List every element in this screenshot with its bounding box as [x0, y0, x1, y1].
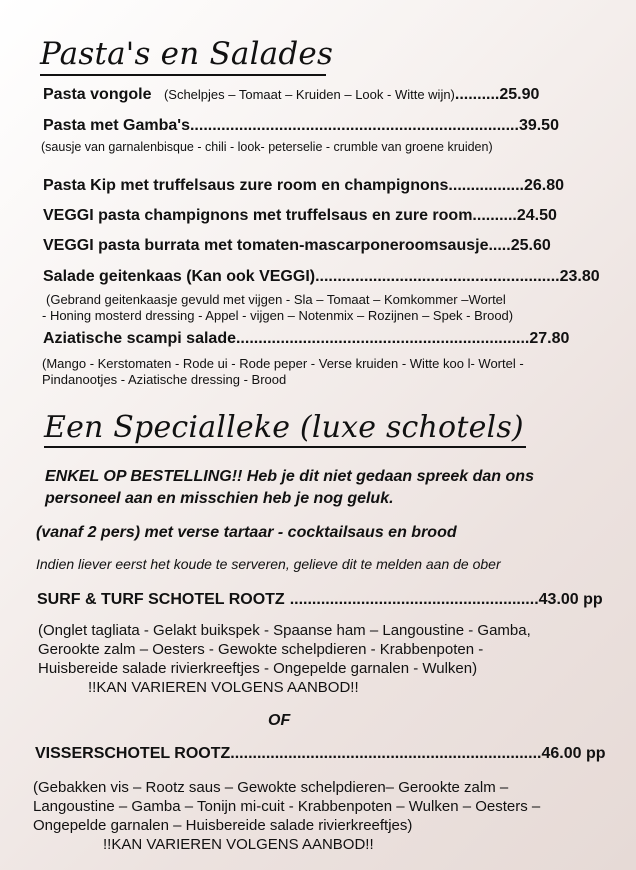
item-price: 39.50 — [518, 117, 559, 134]
item-description: (Gebakken vis – Rootz saus – Gewokte schelpdieren– Gerookte zalm – — [33, 779, 509, 796]
dot-leader: ..... — [488, 237, 511, 254]
dot-leader: ....................................................... — [315, 268, 560, 285]
title-underline — [44, 446, 526, 448]
menu-item-aziatische-scampi — [43, 330, 569, 348]
item-description: (Onglet tagliata - Gelakt buikspek - Spaanse ham – Langoustine - Gamba, — [38, 622, 531, 639]
item-price: 24.50 — [516, 207, 557, 224]
dot-leader: .................................................................. — [235, 330, 530, 347]
item-description: (sausje van garnalenbisque - chili - look- peterselie - crumble van groene kruiden) — [41, 140, 493, 154]
menu-item-veggi-champignons — [43, 207, 557, 225]
item-description: Huisbereide salade rivierkreeftjes - Ongepelde garnalen - Wulken) — [38, 660, 478, 677]
menu-item-pasta-gamba — [43, 117, 559, 135]
dot-leader: ................. — [448, 177, 524, 194]
menu-item-salade-geitenkaas — [43, 268, 600, 286]
item-price: 26.80 — [524, 177, 565, 194]
item-name: Pasta vongole — [43, 86, 152, 103]
item-description: Ongepelde garnalen – Huisbereide salade rivierkreeftjes) — [33, 817, 413, 834]
item-description: (Schelpjes – Tomaat – Kruiden – Look - Witte wijn) — [163, 87, 455, 102]
section-title-pasta: Pasta's en Salades — [40, 36, 334, 72]
menu-item-veggi-burrata — [43, 237, 551, 255]
item-name: Aziatische scampi salade — [43, 330, 236, 347]
section-title-special: Een Specialleke (luxe schotels) — [44, 410, 524, 445]
item-price: 46.00 pp — [541, 745, 606, 762]
item-price: 27.80 — [529, 330, 570, 347]
serving-note: Indien liever eerst het koude te serveren, gelieve dit te melden aan de ober — [36, 556, 501, 572]
item-name: VEGGI pasta burrata met tomaten-mascarponeroomsausje — [43, 237, 489, 254]
item-name: VISSERSCHOTEL ROOTZ — [35, 745, 231, 762]
item-description: Langoustine – Gamba – Tonijn mi-cuit - Krabbenpoten – Wulken – Oesters – — [33, 798, 541, 815]
item-price: 23.80 — [559, 268, 600, 285]
menu-item-pasta-vongole — [43, 86, 539, 104]
item-description: Gerookte zalm – Oesters - Gewokte schelpdieren - Krabbenpoten - — [38, 641, 484, 658]
order-notice-line1: ENKEL OP BESTELLING!! Heb je dit niet gedaan spreek dan ons — [45, 468, 534, 485]
menu-item-visserschotel — [35, 745, 605, 763]
item-name: SURF & TURF SCHOTEL ROOTZ — [37, 591, 285, 608]
variation-note: !!KAN VARIEREN VOLGENS AANBOD!! — [88, 679, 359, 696]
item-price: 25.90 — [499, 86, 540, 103]
variation-note: !!KAN VARIEREN VOLGENS AANBOD!! — [103, 836, 374, 853]
item-description: (Mango - Kerstomaten - Rode ui - Rode peper - Verse kruiden - Witte koo l- Wortel - — [42, 356, 524, 371]
title-underline — [40, 74, 326, 76]
item-description: - Honing mosterd dressing - Appel - vijgen – Notenmix – Rozijnen – Spek - Brood) — [42, 308, 514, 323]
item-name: Pasta met Gamba's — [43, 117, 190, 134]
item-description: Pindanootjes - Aziatische dressing - Brood — [42, 372, 287, 387]
order-notice-line2: personeel aan en misschien heb je nog geluk. — [45, 490, 394, 507]
menu-item-pasta-kip — [43, 177, 564, 195]
dot-leader: ...................................................................... — [230, 745, 542, 762]
item-price: 43.00 pp — [538, 591, 603, 608]
menu-item-surf-turf — [37, 591, 603, 609]
item-name: Salade geitenkaas (Kan ook VEGGI) — [43, 268, 316, 285]
item-price: 25.60 — [510, 237, 551, 254]
dot-leader: .......... — [454, 86, 500, 103]
or-separator: OF — [268, 712, 291, 729]
dot-leader: .......... — [472, 207, 517, 224]
item-name: Pasta Kip met truffelsaus zure room en champignons — [43, 177, 449, 194]
dot-leader: .......................................................................... — [189, 117, 519, 134]
item-name: VEGGI pasta champignons met truffelsaus en zure room — [43, 207, 473, 224]
persons-note: (vanaf 2 pers) met verse tartaar - cocktailsaus en brood — [36, 524, 457, 541]
item-description: (Gebrand geitenkaasje gevuld met vijgen - Sla – Tomaat – Komkommer –Wortel — [46, 292, 506, 307]
dot-leader: ........................................................ — [289, 591, 539, 608]
